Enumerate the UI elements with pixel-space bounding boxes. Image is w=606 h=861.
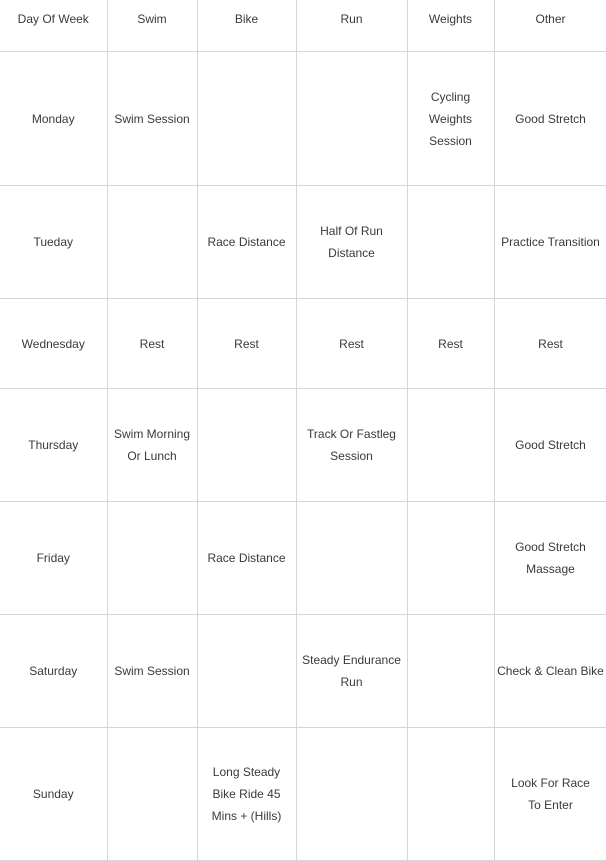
header-bike: Bike	[197, 0, 296, 52]
other-cell: Look For Race To Enter	[494, 728, 606, 861]
other-cell: Good Stretch	[494, 52, 606, 186]
bike-cell: Long Steady Bike Ride 45 Mins + (Hills)	[197, 728, 296, 861]
bike-cell	[197, 389, 296, 502]
swim-cell	[107, 186, 197, 299]
bike-cell	[197, 615, 296, 728]
day-cell: Monday	[0, 52, 107, 186]
day-cell: Saturday	[0, 615, 107, 728]
swim-cell: Swim Session	[107, 52, 197, 186]
header-other: Other	[494, 0, 606, 52]
swim-cell: Rest	[107, 299, 197, 389]
day-cell: Thursday	[0, 389, 107, 502]
header-weights: Weights	[407, 0, 494, 52]
other-cell: Check & Clean Bike	[494, 615, 606, 728]
table-row	[0, 389, 606, 502]
run-cell	[296, 52, 407, 186]
other-cell: Practice Transition	[494, 186, 606, 299]
weights-cell	[407, 389, 494, 502]
swim-cell: Swim Session	[107, 615, 197, 728]
table-row	[0, 728, 606, 861]
day-cell: Tueday	[0, 186, 107, 299]
run-cell: Track Or Fastleg Session	[296, 389, 407, 502]
day-cell: Friday	[0, 502, 107, 615]
table-row	[0, 186, 606, 299]
swim-cell: Swim Morning Or Lunch	[107, 389, 197, 502]
table-row	[0, 52, 606, 186]
weights-cell	[407, 502, 494, 615]
bike-cell	[197, 52, 296, 186]
header-run: Run	[296, 0, 407, 52]
table-row	[0, 502, 606, 615]
weights-cell: Rest	[407, 299, 494, 389]
day-cell: Wednesday	[0, 299, 107, 389]
swim-cell	[107, 502, 197, 615]
other-cell: Rest	[494, 299, 606, 389]
run-cell	[296, 728, 407, 861]
bike-cell: Race Distance	[197, 502, 296, 615]
other-cell: Good Stretch Massage	[494, 502, 606, 615]
header-day-of-week: Day Of Week	[0, 0, 107, 52]
table-row	[0, 615, 606, 728]
header-swim: Swim	[107, 0, 197, 52]
weights-cell	[407, 186, 494, 299]
day-cell: Sunday	[0, 728, 107, 861]
run-cell	[296, 502, 407, 615]
run-cell: Steady Endurance Run	[296, 615, 407, 728]
run-cell: Half Of Run Distance	[296, 186, 407, 299]
header-row	[0, 0, 606, 52]
table-row	[0, 299, 606, 389]
bike-cell: Race Distance	[197, 186, 296, 299]
weights-cell	[407, 615, 494, 728]
other-cell: Good Stretch	[494, 389, 606, 502]
weights-cell: Cycling Weights Session	[407, 52, 494, 186]
run-cell: Rest	[296, 299, 407, 389]
weights-cell	[407, 728, 494, 861]
bike-cell: Rest	[197, 299, 296, 389]
swim-cell	[107, 728, 197, 861]
